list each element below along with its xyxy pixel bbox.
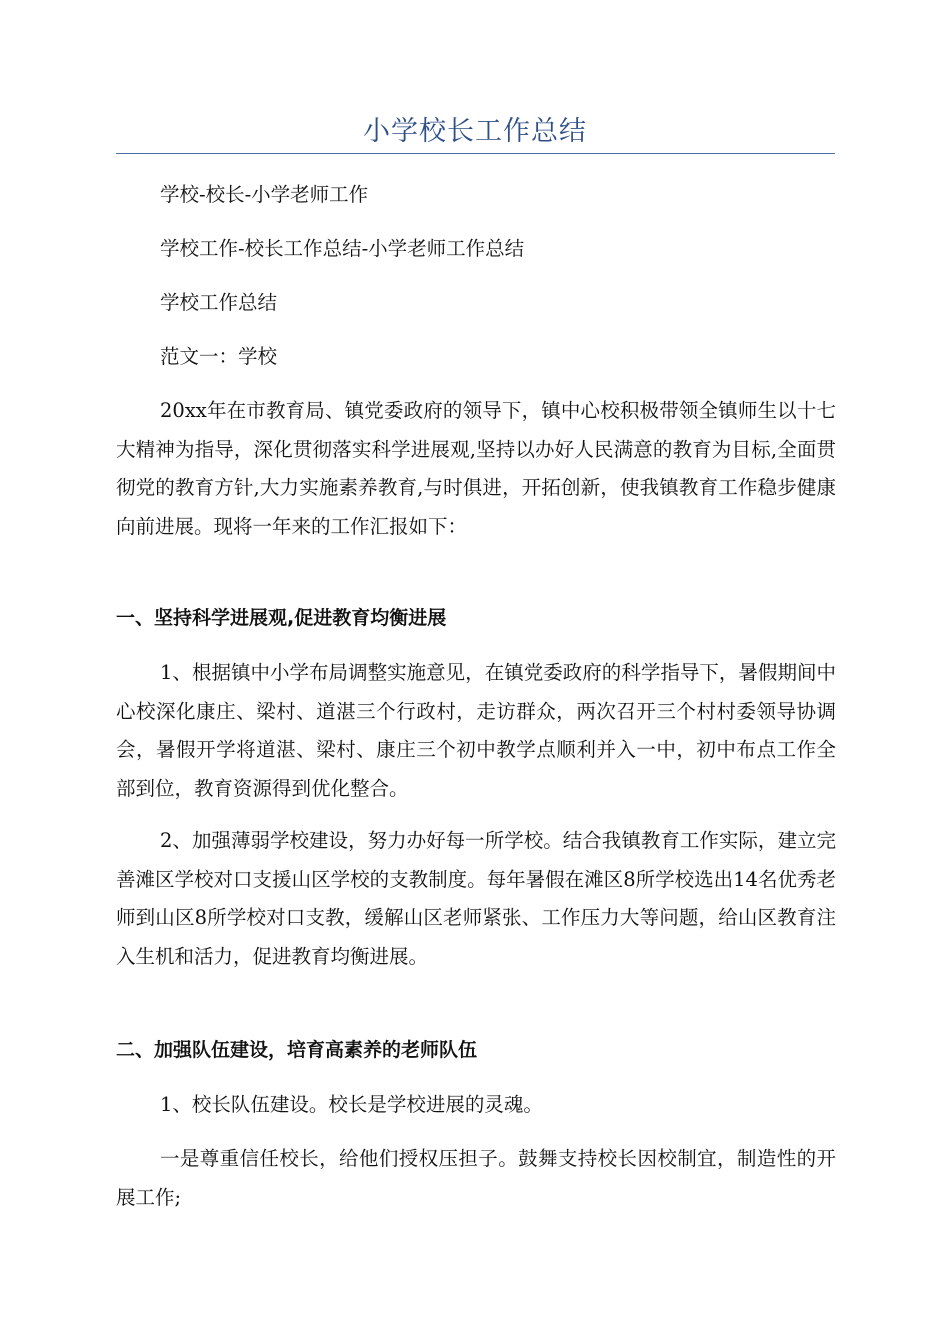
section-2-paragraph-1: 1、校长队伍建设。校长是学校进展的灵魂。	[160, 1093, 543, 1116]
keyword-line-1: 学校-校长-小学老师工作	[160, 183, 369, 206]
section-1-paragraph-2: 2、加强薄弱学校建设，努力办好每一所学校。结合我镇教育工作实际，建立完善滩区学校对口支援山区学校的支教制度。每年暑假在滩区8所学校选出14名优秀老师到山区8所学校对口支教，缓解山区老师紧张、工作压力大等问题，给山区教育注入生机和活力，促进教育均衡进展。	[116, 829, 836, 968]
section-1-heading: 一、坚持科学进展观,促进教育均衡进展	[116, 607, 447, 629]
keyword-line-2: 学校工作-校长工作总结-小学老师工作总结	[160, 237, 525, 260]
section-2-heading: 二、加强队伍建设，培育高素养的老师队伍	[116, 1039, 478, 1061]
keyword-line-3: 学校工作总结	[160, 291, 278, 314]
document-title: 小学校长工作总结	[363, 116, 587, 147]
section-2-paragraph-2: 一是尊重信任校长，给他们授权压担子。鼓舞支持校长因校制宜，制造性的开展工作;	[116, 1147, 836, 1209]
sample-label: 范文一：学校	[160, 345, 278, 368]
section-1-paragraph-1: 1、根据镇中小学布局调整实施意见，在镇党委政府的科学指导下，暑假期间中心校深化康庄、梁村、道湛三个行政村，走访群众，两次召开三个村村委领导协调会，暑假开学将道湛、梁村、康庄三个初中教学点顺利并入一中，初中布点工作全部到位，教育资源得到优化整合。	[116, 661, 836, 800]
title-underline	[116, 153, 835, 154]
intro-paragraph: 20xx年在市教育局、镇党委政府的领导下，镇中心校积极带领全镇师生以十七大精神为指导，深化贯彻落实科学进展观,坚持以办好人民满意的教育为目标,全面贯彻党的教育方针,大力实施素养教育,与时俱进，开拓创新，使我镇教育工作稳步健康向前进展。现将一年来的工作汇报如下：	[116, 399, 836, 538]
